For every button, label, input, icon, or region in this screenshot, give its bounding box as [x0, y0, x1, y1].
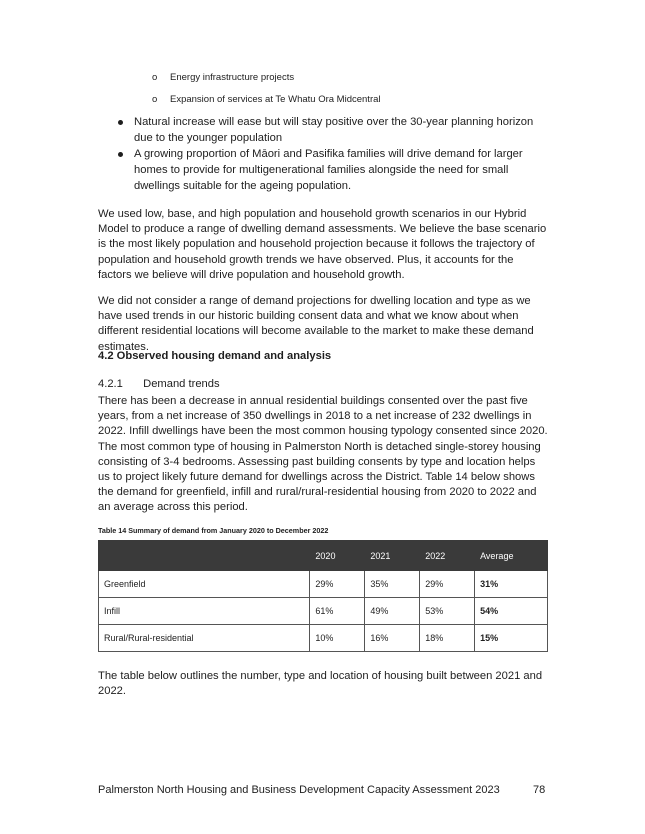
table-cell: 29% — [420, 571, 475, 598]
circle-bullet-icon: o — [152, 94, 158, 105]
table-cell: 49% — [365, 598, 420, 625]
bullet-item — [134, 146, 534, 194]
table-cell: 53% — [420, 598, 475, 625]
table-cell: 18% — [420, 625, 475, 652]
circle-bullet-icon: o — [152, 72, 158, 83]
table-cell: Greenfield — [99, 571, 310, 598]
table-cell: Rural/Rural-residential — [99, 625, 310, 652]
table-cell: Infill — [99, 598, 310, 625]
page-number: 78 — [533, 784, 546, 796]
table-row — [99, 625, 548, 652]
footer-title: Palmerston North Housing and Business Development Capacity Assessment 2023 — [98, 784, 500, 796]
sub-bullet-text: Energy infrastructure projects — [170, 72, 295, 83]
bullet-text: A growing proportion of Māori and Pasifika families will drive demand for larger homes to provide for multigenerational families alongside the need for small dwellings suitable for the ageing population. — [134, 148, 523, 192]
table-header-row — [99, 541, 548, 571]
body-paragraph: We did not consider a range of demand projections for dwelling location and type as we have used trends in our historic building consent data and what we know about when different residential locations will become available to the market to make these demand estimates. — [98, 295, 534, 353]
table-cell: 61% — [310, 598, 365, 625]
bullet-dot-icon — [118, 152, 123, 157]
table-row — [99, 598, 548, 625]
table-row — [99, 571, 548, 598]
table-cell-average: 54% — [475, 598, 548, 625]
table-cell: 29% — [310, 571, 365, 598]
table-header-cell: 2022 — [420, 541, 475, 571]
subsection-heading — [98, 378, 220, 390]
table-header-cell: Average — [475, 541, 548, 571]
bullet-dot-icon — [118, 120, 123, 125]
sub-bullet-item — [152, 72, 295, 83]
section-heading: 4.2 Observed housing demand and analysis — [98, 350, 332, 362]
subsection-title: Demand trends — [143, 378, 220, 390]
table-cell-average: 15% — [475, 625, 548, 652]
body-paragraph: The table below outlines the number, type and location of housing built between 2021 and 2022. — [98, 670, 543, 698]
body-paragraph: We used low, base, and high population and household growth scenarios in our Hybrid Model to produce a range of dwelling demand assessments. We believe the base scenario is the most likely population and household projection because it follows the trajectory of population and household growth trends we have observed. Plus, it accounts for the factors we believe will drive population and household growth. — [98, 208, 547, 281]
body-paragraph: There has been a decrease in annual residential buildings consented over the past five years, from a net increase of 350 dwellings in 2018 to a net increase of 232 dwellings in 2022. Infill dwellings have been the most common housing typology consented since 2020. The most common type of housing in Palmerston North is detached single-storey housing consisting of 3-4 bedrooms. Assessing past building consents by type and location helps us to project likely future demand for dwellings across the District. Table 14 below shows the demand for greenfield, infill and rural/rural-residential housing from 2020 to 2022 and an average across this period. — [98, 395, 548, 514]
table-header-cell — [99, 541, 310, 571]
bullet-text: Natural increase will ease but will stay positive over the 30-year planning horizon due to the younger population — [134, 116, 534, 144]
table-cell: 10% — [310, 625, 365, 652]
sub-bullet-text: Expansion of services at Te Whatu Ora Midcentral — [170, 94, 381, 105]
sub-bullet-item — [152, 94, 381, 105]
table-header-cell: 2020 — [310, 541, 365, 571]
table-caption: Table 14 Summary of demand from January 2020 to December 2022 — [98, 526, 329, 535]
table-cell: 16% — [365, 625, 420, 652]
table-header-cell: 2021 — [365, 541, 420, 571]
bullet-item — [134, 114, 554, 146]
subsection-number: 4.2.1 — [98, 378, 123, 390]
table-cell: 35% — [365, 571, 420, 598]
demand-table — [98, 540, 548, 652]
table-cell-average: 31% — [475, 571, 548, 598]
